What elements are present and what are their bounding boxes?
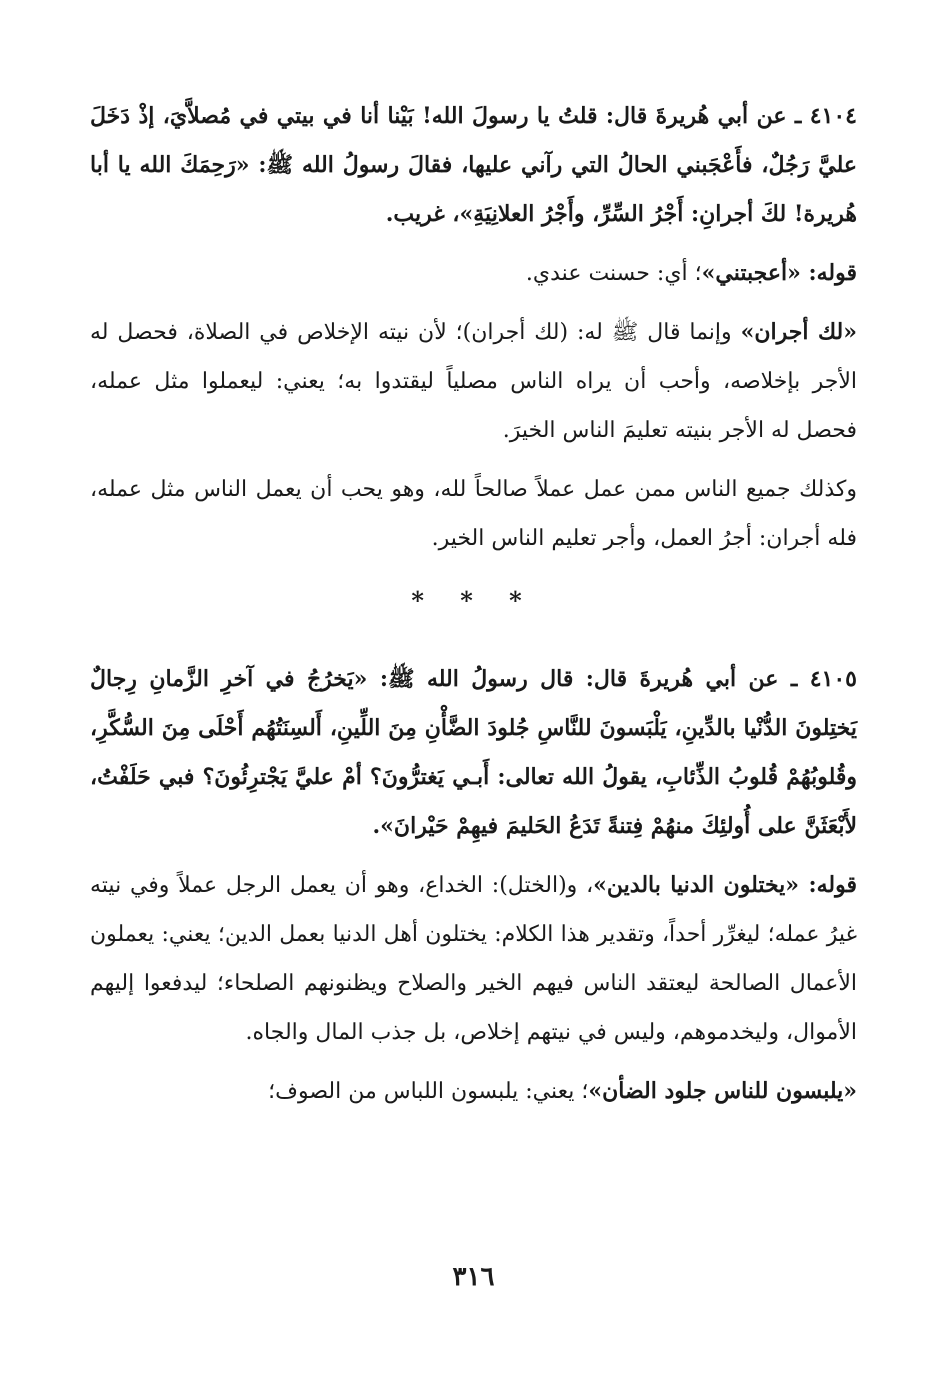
commentary-lead: قوله: «يختلون الدنيا بالدين» xyxy=(593,872,857,898)
commentary-lead: «لك أجران» xyxy=(740,319,857,345)
commentary-4104-p2 xyxy=(90,308,857,455)
page-number: ٣١٦ xyxy=(452,1262,495,1292)
commentary-text: ، و(الختل): الخداع، وهو أن يعمل الرجل عملاً وفي نيته غيرُ عمله؛ ليغرِّر أحداً، وتقدير هذا الكلام: يختلون أهل الدنيا بعمل الدين؛ يعني: يعملون الأعمال الصالحة ليعتقد الناس فيهم الخير والصلاح ويظنونهم الصلحاء؛ ليدفعوا إليهم الأموال، وليخدموهم، وليس في نيتهم إخلاص، بل جذب المال والجاه. xyxy=(90,873,857,1045)
commentary-text: ؛ يعني: يلبسون اللباس من الصوف؛ xyxy=(268,1079,589,1104)
hadith-4105 xyxy=(90,655,857,851)
commentary-4105-p1 xyxy=(90,861,857,1057)
commentary-lead: قوله: «أعجبتني» xyxy=(701,260,857,286)
commentary-text: ؛ أي: حسنت عندي. xyxy=(525,261,702,286)
hadith-4104 xyxy=(90,92,857,239)
hadith-4104-text: ٤١٠٤ ـ عن أبي هُريرةَ قال: قلتُ يا رسولَ الله! بَيْنا أنا في بيتي في مُصلاَّيَ، إذْ دَخَلَ عليَّ رَجُلٌ، فأَعْجَبني الحالُ التي رآني عليها، فقالَ رسولُ الله ﷺ: «رَحِمَكَ الله يا أبا هُريرة! لكَ أجرانِ: أَجْرُ السِّرِّ، وأَجْرُ العلانِيَةِ»، غريب. xyxy=(90,103,857,227)
commentary-4104-p3 xyxy=(90,465,857,563)
commentary-text: وكذلك جميع الناس ممن عمل عملاً صالحاً لله، وهو يحب أن يعمل الناس مثل عمله، فله أجران: أجرُ العمل، وأجر تعليم الناس الخير. xyxy=(90,477,857,551)
commentary-4105-p2 xyxy=(90,1067,857,1116)
page-body xyxy=(90,92,857,1126)
section-separator: * * * xyxy=(411,586,536,615)
commentary-lead: «يلبسون للناس جلود الضأن» xyxy=(588,1078,857,1104)
commentary-text: وإنما قال ﷺ له: (لك أجران)؛ لأن نيته الإخلاص في الصلاة، فحصل له الأجر بإخلاصه، وأحب أن يراه الناس مصلياً ليقتدوا به؛ يعني: ليعملوا مثل عمله، فحصل له الأجر بنيته تعليمَ الناس الخيرَ. xyxy=(90,320,857,443)
commentary-4104-p1 xyxy=(90,249,857,298)
hadith-4105-text: ٤١٠٥ ـ عن أبي هُريرةَ قال: قال رسولُ الله ﷺ: «يَخرُجُ في آخرِ الزَّمانِ رِجالٌ يَختِلونَ الدُّنْيا بالدِّينِ، يَلْبَسونَ للنَّاسِ جُلودَ الضَّأْنِ مِنَ اللِّينِ، أَلسِنَتُهُم أَحْلَى مِنَ السُّكَّرِ، وقُلوبُهُمْ قُلوبُ الذِّئابِ، يقولُ الله تعالى: أَبـي يَغترُّونَ؟ أمْ عليَّ يَجْترِئُونَ؟ فبي حَلَفْتُ، لأَبْعَثَنَّ على أُولئِكَ منهُمْ فِتنةً تَدَعُ الحَليمَ فيهِمْ حَيْرانَ». xyxy=(90,666,857,839)
